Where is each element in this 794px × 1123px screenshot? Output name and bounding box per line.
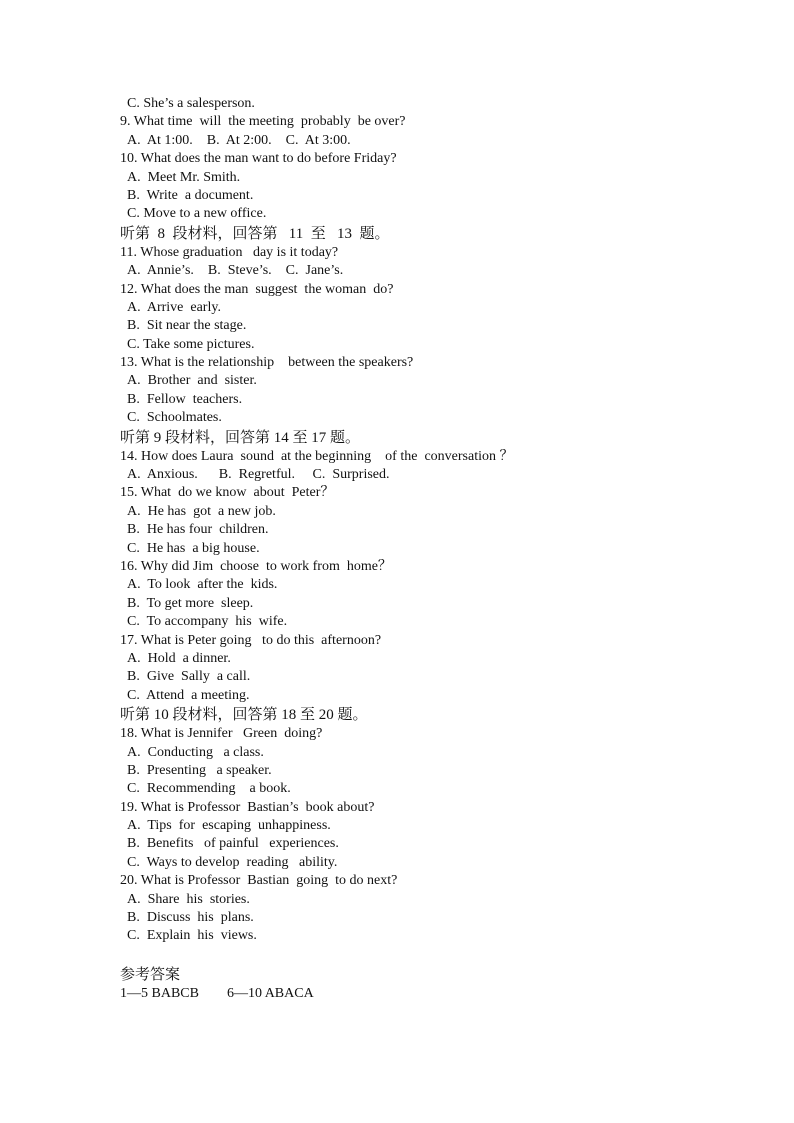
question-text: 15. What do we know about Peter？ <box>120 485 335 501</box>
answer-option: B. Presenting a speaker. <box>127 762 272 778</box>
question-text: 9. What time will the meeting probably be over? <box>120 114 406 130</box>
answer-option: A. Brother and sister. <box>127 373 257 389</box>
question-text: 20. What is Professor Bastian going to do next? <box>120 873 398 889</box>
question-text: 12. What does the man suggest the woman do? <box>120 281 394 297</box>
question-text: 19. What is Professor Bastian’s book about? <box>120 799 375 815</box>
question-text: 10. What does the man want to do before Friday? <box>120 151 397 167</box>
answer-option: A. At 1:00. B. At 2:00. C. At 3:00. <box>127 132 351 148</box>
answer-option: C. Explain his views. <box>127 928 257 944</box>
answer-option: C. She’s a salesperson. <box>127 96 255 111</box>
answer-option: B. To get more sleep. <box>127 595 254 611</box>
section-heading: 听第 9 段材料，回答第 14 至 17 题。 <box>120 429 361 446</box>
answer-option: C. Move to a new office. <box>127 206 267 222</box>
answer-option: C. To accompany his wife. <box>127 614 288 630</box>
answer-option: B. Write a document. <box>127 187 254 203</box>
answer-option: C. Ways to develop reading ability. <box>127 854 338 870</box>
spacer <box>120 946 720 965</box>
answer-option: A. Meet Mr. Smith. <box>127 169 241 185</box>
answer-key-title: 参考答案 <box>120 966 181 983</box>
question-text: 13. What is the relationship between the speakers? <box>120 355 414 371</box>
answer-option: C. Schoolmates. <box>127 410 222 426</box>
answer-option: A. Annie’s. B. Steve’s. C. Jane’s. <box>127 263 344 279</box>
answer-option: C. Take some pictures. <box>127 336 255 352</box>
section-heading: 听第 10 段材料，回答第 18 至 20 题。 <box>120 707 368 724</box>
answer-option: B. Benefits of painful experiences. <box>127 836 339 852</box>
question-text: 11. Whose graduation day is it today? <box>120 244 339 260</box>
answer-option: A. Tips for escaping unhappiness. <box>127 818 331 834</box>
answer-option: A. He has got a new job. <box>127 503 276 519</box>
document-page <box>120 95 720 1003</box>
answer-option: A. Anxious. B. Regretful. C. Surprised. <box>127 467 390 483</box>
answer-option: A. To look after the kids. <box>127 577 278 593</box>
answer-option: B. Discuss his plans. <box>127 910 254 926</box>
answer-option: C. Recommending a book. <box>127 781 291 797</box>
question-text: 17. What is Peter going to do this afternoon? <box>120 632 382 648</box>
answer-option: A. Hold a dinner. <box>127 650 231 666</box>
section-heading: 听第 8 段材料，回答第 11 至 13 题。 <box>120 225 390 242</box>
question-text: 14. How does Laura sound at the beginning of the conversation ？ <box>120 448 514 464</box>
question-text: 18. What is Jennifer Green doing? <box>120 726 323 742</box>
answer-option: B. Give Sally a call. <box>127 669 251 685</box>
answer-option: B. Sit near the stage. <box>127 318 247 334</box>
question-text: 16. Why did Jim choose to work from home？ <box>120 558 392 574</box>
answer-option: A. Arrive early. <box>127 299 221 315</box>
answer-option: B. Fellow teachers. <box>127 391 243 407</box>
answer-option: B. He has four children. <box>127 522 269 538</box>
answer-option: C. He has a big house. <box>127 540 260 556</box>
answer-option: C. Attend a meeting. <box>127 687 250 703</box>
answer-option: A. Conducting a class. <box>127 744 264 760</box>
answer-key-line: 1—5 BABCB 6—10 ABACA <box>120 985 314 1001</box>
answer-option: A. Share his stories. <box>127 891 250 907</box>
